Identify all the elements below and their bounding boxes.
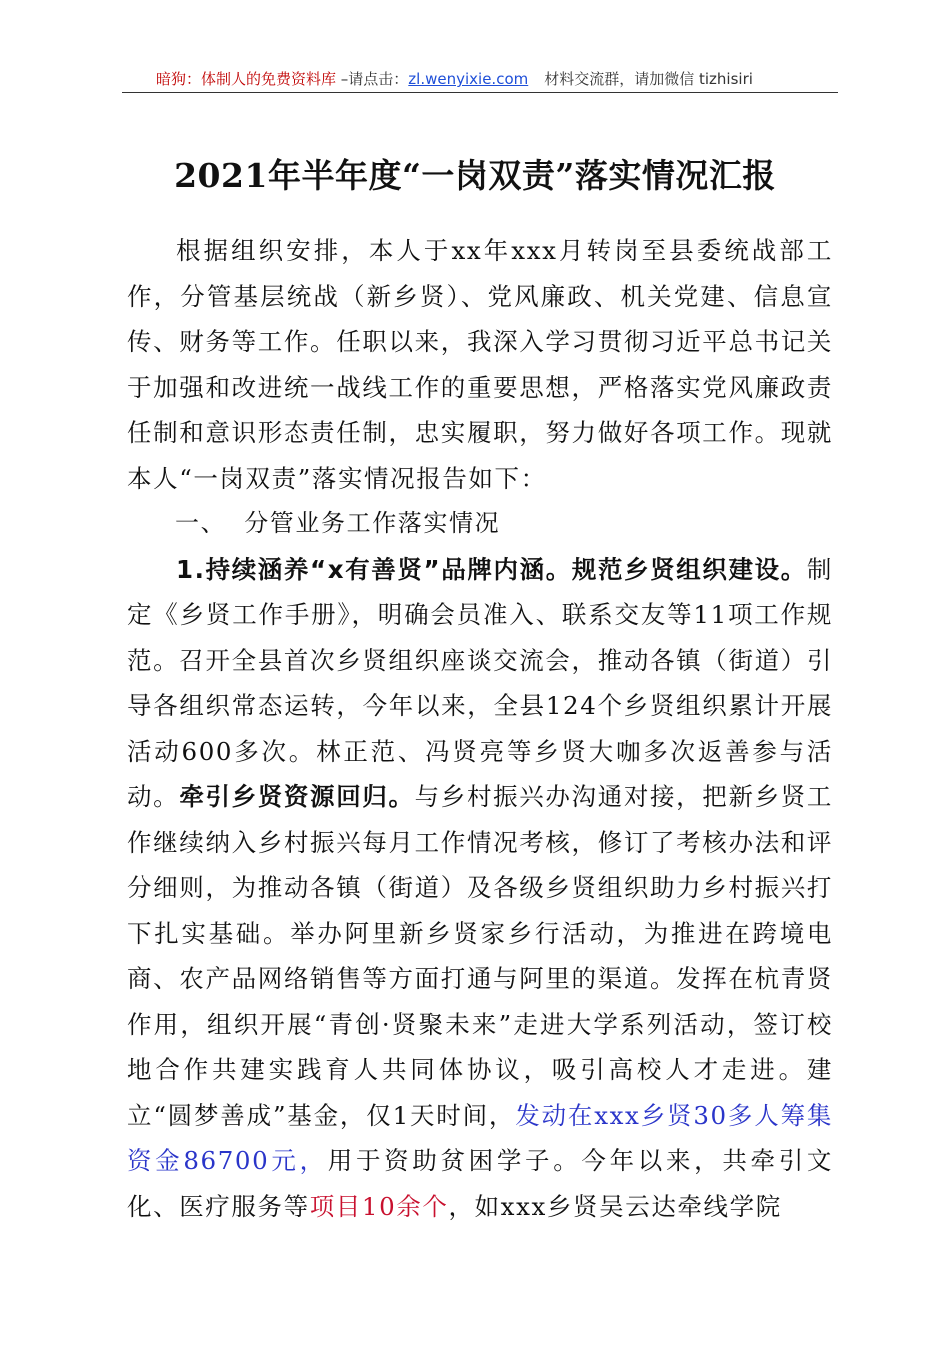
header-prefix: –请点击： [336, 70, 409, 88]
item-1-subheading-2: 牵引乡贤资源回归。 [179, 782, 415, 811]
page-header [122, 66, 838, 93]
item-1-text-4: ，如xxx乡贤吴云达牵线学院 [448, 1191, 782, 1221]
header-link[interactable]: zl.wenyixie.com [408, 70, 529, 88]
item-1-text-2: 与乡村振兴办沟通对接，把新乡贤工作继续纳入乡村振兴每月工作情况考核，修订了考核办法和评分细则，为推动各镇（街道）及各级乡贤组织助力乡村振兴打下扎实基础。举办阿里新乡贤家乡行活动，为推进在跨境电商、农产品网络销售等方面打通与阿里的渠道。发挥在杭青贤作用，组织开展“青创·贤聚未来”走进大学系列活动，签订校地合作共建实践育人共同体协议，吸引高校人才走进。建立“圆梦善成”基金，仅1天时间， [127, 782, 833, 1130]
item-1-text-3: 用于资助贫困学子。今年以来，共牵引文化、医疗服务等 [127, 1146, 833, 1221]
section-heading-1 [127, 501, 833, 547]
document-title: 2021年半年度“一岗双责”落实情况汇报 [174, 156, 776, 195]
item-1-text-1: 制定《乡贤工作手册》，明确会员准入、联系交友等11项工作规范。召开全县首次乡贤组织座谈交流会，推动各镇（街道）引导各组织常态运转，今年以来，全县124个乡贤组织累计开展活动600多次。林正范、冯贤亮等乡贤大咖多次返善参与活动。 [127, 554, 833, 811]
intro-paragraph: 根据组织安排，本人于xx年xxx月转岗至县委统战部工作，分管基层统战（新乡贤）、党风廉政、机关党建、信息宣传、财务等工作。任职以来，我深入学习贯彻习近平总书记关于加强和改进统一战线工作的重要思想，严格落实党风廉政责任制和意识形态责任制，忠实履职，努力做好各项工作。现就本人“一岗双责”落实情况报告如下： [127, 236, 833, 493]
section-title: 分管业务工作落实情况 [244, 509, 501, 537]
document-body [127, 228, 833, 1229]
item-1-paragraph [127, 547, 833, 1230]
highlight-red-text: 项目10余个 [309, 1191, 449, 1221]
header-promo-text: 暗狗：体制人的免费资料库 [156, 70, 337, 88]
header-wechat-text: 材料交流群，请加微信 tizhisiri [544, 70, 753, 88]
item-1-subheading-1: 规范乡贤组织建设。 [571, 554, 807, 584]
section-number: 一、 [175, 509, 227, 537]
item-1-heading: 1.持续涵养“x有善贤”品牌内涵。 [176, 554, 572, 584]
highlight-blue-text: 发动在xxx乡贤30多人筹集资金86700元， [127, 1100, 833, 1175]
